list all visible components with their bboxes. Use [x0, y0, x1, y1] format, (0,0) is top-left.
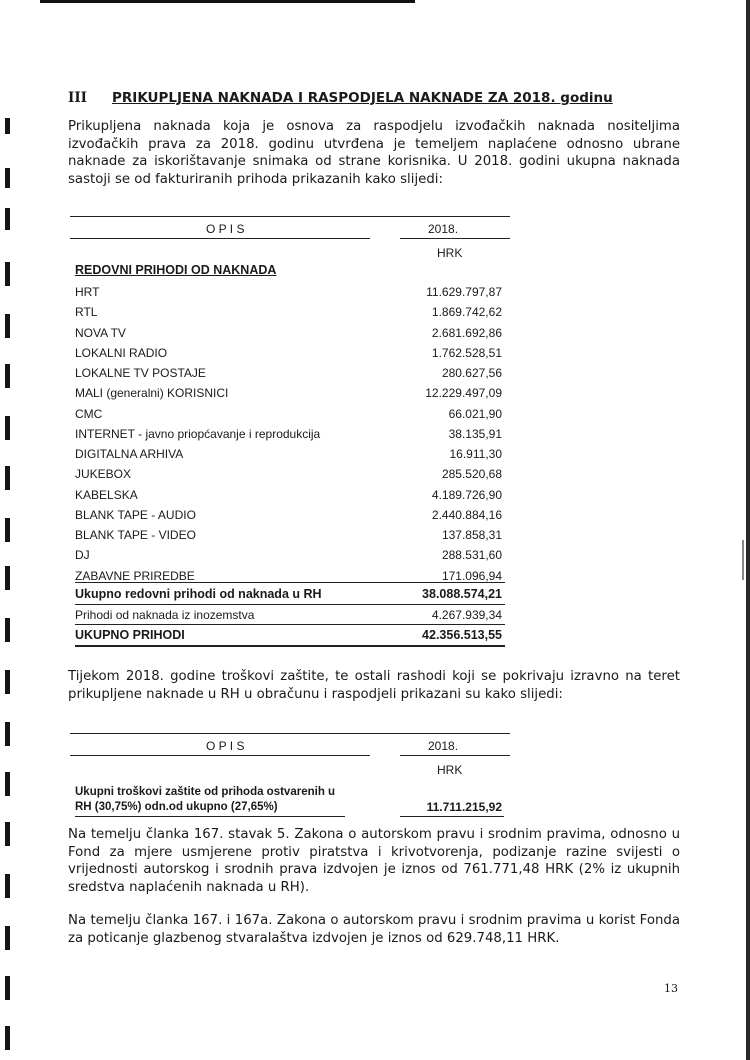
binder-mark [5, 722, 10, 746]
row-value: 1.869.742,62 [431, 305, 502, 320]
binder-mark [5, 566, 10, 590]
binder-mark [5, 208, 10, 230]
binder-mark [5, 670, 10, 694]
cost-header-rule-desc [70, 755, 370, 756]
binder-mark [5, 618, 10, 642]
binder-mark [5, 466, 10, 490]
column-header-year: 2018. [428, 222, 459, 236]
row-label: CMC [75, 406, 103, 421]
table-row [75, 545, 505, 565]
row-label: NOVA TV [75, 325, 126, 340]
row-value: 12.229.497,09 [425, 386, 502, 401]
table-row [75, 323, 505, 343]
binder-mark [5, 314, 10, 338]
table-row [75, 485, 505, 505]
scan-top-edge [40, 0, 415, 3]
binder-mark [5, 976, 10, 1000]
section-title: PRIKUPLJENA NAKNADA I RASPODJELA NAKNADE ZA 2018. godinu [112, 90, 613, 106]
section-heading [68, 90, 658, 106]
rule-before-subtotal [75, 582, 505, 583]
row-label: LOKALNI RADIO [75, 345, 168, 360]
foreign-value: 4.267.939,34 [431, 608, 502, 622]
binder-mark [5, 168, 10, 188]
binder-mark [5, 416, 10, 440]
subtotal-label: Ukupno redovni prihodi od naknada u RH [75, 587, 322, 601]
row-label: BLANK TAPE - VIDEO [75, 528, 196, 542]
total-value: 42.356.513,55 [422, 628, 502, 642]
binder-mark [5, 1026, 10, 1050]
row-label: DIGITALNA ARHIVA [75, 447, 184, 461]
row-label: BLANK TAPE - AUDIO [75, 507, 196, 522]
table-row [75, 343, 505, 363]
row-label: DJ [75, 548, 90, 563]
cost-row-label [75, 785, 395, 815]
subtotal-row [75, 584, 505, 604]
row-label: ZABAVNE PRIREDBE [75, 568, 195, 583]
binder-mark [5, 518, 10, 542]
cost-rule-right [400, 816, 504, 817]
scan-mark [742, 540, 744, 580]
cost-column-header-desc: O P I S [206, 739, 245, 753]
intro-paragraph: Prikupljena naknada koja je osnova za raspodjelu izvođačkih naknada nositeljima izvođačkih prava za 2018. godinu utvrđena je temeljem naplaćene odnosno ubrane naknade za iskorištavanje snimaka od strane korisnika. U 2018. godini ukupna naknada sastoji se od fakturiranih prihoda prikazanih kako slijedi: [68, 119, 680, 187]
cost-label-line1: Ukupni troškovi zaštite od prihoda ostvarenih u [75, 786, 336, 798]
row-value: 171.096,94 [441, 568, 502, 583]
row-value: 1.762.528,51 [431, 345, 502, 360]
cost-rule-left [75, 816, 345, 817]
binder-mark [5, 822, 10, 846]
row-label: JUKEBOX [75, 467, 132, 482]
table-row [75, 404, 505, 424]
header-rule-desc [70, 238, 370, 239]
row-label: LOKALNE TV POSTAJE [75, 366, 206, 380]
cost-label-line2: RH (30,75%) odn.od ukupno (27,65%) [75, 801, 278, 813]
row-value: 137.858,31 [441, 528, 502, 542]
binder-mark [5, 118, 10, 134]
cost-row-value: 11.711.215,92 [426, 800, 502, 814]
column-header-desc: O P I S [206, 222, 245, 236]
currency-label: HRK [437, 246, 463, 260]
header-rule-year [400, 238, 510, 239]
cost-header-rule-year [400, 755, 510, 756]
row-label: MALI (generalni) KORISNICI [75, 386, 229, 401]
row-label: INTERNET - javno priopćavanje i reprodukcija [75, 426, 321, 441]
table-top-rule [70, 216, 510, 217]
row-value: 4.189.726,90 [431, 487, 502, 502]
row-value: 288.531,60 [441, 548, 502, 563]
binder-mark [5, 926, 10, 950]
foreign-row [75, 605, 505, 625]
cost-column-header-year: 2018. [428, 739, 459, 753]
row-value: 16.911,30 [449, 447, 502, 461]
table-row [75, 464, 505, 484]
fund2-paragraph: Na temelju članka 167. i 167a. Zakona o autorskom pravu i srodnim pravima u korist Fonda za poticanje glazbenog stvaralaštva izdvojen je iznos od 629.748,11 HRK. [68, 913, 680, 946]
row-value: 11.629.797,87 [426, 285, 502, 299]
table-row [75, 363, 505, 383]
total-row [75, 625, 505, 645]
table-row [75, 302, 505, 322]
subtotal-value: 38.088.574,21 [422, 587, 502, 601]
table-row [75, 444, 505, 464]
row-value: 2.681.692,86 [431, 325, 502, 340]
row-label: HRT [75, 285, 100, 299]
row-label: KABELSKA [75, 487, 138, 502]
table-row [75, 383, 505, 403]
row-label: RTL [75, 305, 98, 320]
binder-mark [5, 772, 10, 796]
row-value: 66.021,90 [448, 406, 502, 421]
table-row [75, 505, 505, 525]
binder-mark [5, 874, 10, 898]
binder-mark [5, 262, 10, 286]
scan-right-edge [746, 0, 750, 1060]
row-value: 2.440.884,16 [431, 507, 502, 522]
page-number: 13 [664, 982, 678, 995]
table-row [75, 282, 505, 302]
section-label-regular-income: REDOVNI PRIHODI OD NAKNADA [75, 263, 277, 277]
cost-currency-label: HRK [437, 763, 463, 777]
row-value: 280.627,56 [441, 366, 502, 380]
total-label: UKUPNO PRIHODI [75, 628, 185, 642]
row-value: 38.135,91 [448, 426, 502, 441]
fund1-paragraph: Na temelju članka 167. stavak 5. Zakona o autorskom pravu i srodnim pravima, odnosno u Fond za mjere usmjerene protiv piratstva i krivotvorenja, podizanje razine svijesti o vrijednosti autorskog i srodnih prava izdvojen je iznos od 761.771,48 HRK (2% iz ukupnih sredstva naplaćenih naknada u RH). [68, 827, 680, 895]
foreign-label: Prihodi od naknada iz inozemstva [75, 608, 255, 622]
table-row [75, 525, 505, 545]
cost-table-top-rule [70, 733, 510, 734]
row-value: 285.520,68 [441, 467, 502, 482]
table-row [75, 424, 505, 444]
costs-intro-paragraph: Tijekom 2018. godine troškovi zaštite, te ostali rashodi koji se pokrivaju izravno na teret prikupljene naknade u RH u obračunu i raspodjeli prikazani su kako slijedi: [68, 669, 680, 702]
section-number: III [68, 90, 87, 106]
binder-mark [5, 364, 10, 388]
rule-after-total [75, 645, 505, 647]
